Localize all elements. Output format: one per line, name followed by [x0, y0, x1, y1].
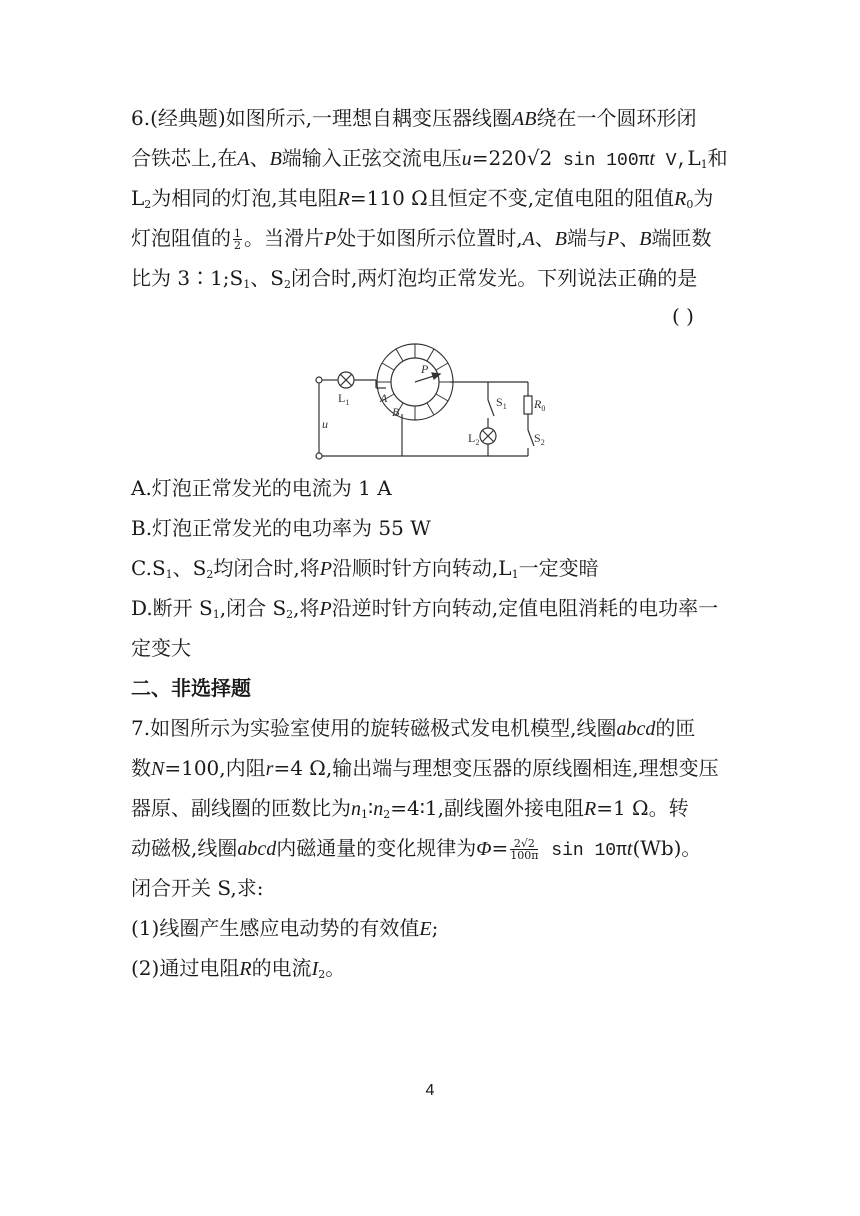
q6-line-1: 6.(经典题)如图所示,一理想自耦变压器线圈AB绕在一个圆环形闭 [131, 106, 697, 130]
transformer-circuit-diagram [310, 336, 550, 470]
q7-line-1: 7.如图所示为实验室使用的旋转磁极式发电机模型,线圈abcd的匝 [131, 716, 696, 740]
q6-line-4: 灯泡阻值的 $\frac{1}{2}$ 。当滑片P处于如图所示位置时,A、B端与P、B端匝数 [131, 226, 712, 252]
q6-line-2: 合铁芯上,在A、B端输入正弦交流电压u=220√2 sin 100πt $V,L_1$和 [131, 146, 728, 171]
option-a: A.灯泡正常发光的电流为 1 A [131, 476, 392, 500]
q7-line-4: 动磁极,线圈abcd内磁通量的变化规律为Φ= $\frac{2√2}{100\pi}$ sin 10πt(Wb)。 [131, 836, 702, 862]
svg-text:A: A [380, 391, 388, 405]
option-d-line-2: 定变大 [131, 636, 191, 660]
svg-text:P: P [421, 362, 429, 376]
flux-fraction: $\frac{2√2}{100\pi}$ [510, 837, 539, 862]
half-fraction: $\frac{1}{2}$ [234, 227, 241, 252]
q7-line-3: 器原、副线圈的匝数比为$n_1∶n_2=4∶1$,副线圈外接电阻R=1 Ω。转 [131, 796, 689, 821]
svg-text:S2: $S_2$ [534, 431, 545, 447]
q6-line-3: $L_2$为相同的灯泡,其电阻R=110 Ω且恒定不变,定值电阻的阻值$R_0$为 [131, 186, 714, 211]
q7-line-2: 数N=100,内阻r=4 Ω,输出端与理想变压器的原线圈相连,理想变压 [131, 756, 719, 780]
option-b: B.灯泡正常发光的电功率为 55 W [131, 516, 431, 540]
svg-text:B: B [392, 405, 400, 419]
svg-text:S1: $S_1$ [496, 395, 507, 411]
svg-text:u: u [322, 417, 328, 431]
svg-text:R0: $R_0$ [534, 397, 546, 413]
answer-paren: ( ) [672, 304, 694, 328]
q6-line-5: 比为 $3∶1;S_1$、$S_2$闭合时,两灯泡均正常发光。下列说法正确的是 [131, 266, 698, 291]
q7-part-1: (1)线圈产生感应电动势的有效值E; [131, 916, 439, 940]
section-heading: 二、非选择题 [131, 676, 251, 700]
option-c: $C.S_1$、$S_2$均闭合时,将P沿顺时针方向转动$,L_1$一定变暗 [131, 556, 599, 581]
q7-part-2: (2)通过电阻R的电流$I_2$。 [131, 956, 346, 981]
page-number: 4 [425, 1082, 435, 1099]
option-d-line-1: D.断开 $S_1$,闭合 $S_2$,将P沿逆时针方向转动,定值电阻消耗的电功率一 [131, 596, 719, 621]
svg-text:L2: $L_2$ [468, 431, 480, 447]
svg-text:L1: $L_1$ [338, 391, 350, 407]
q7-line-5: 闭合开关 S,求: [131, 876, 264, 900]
